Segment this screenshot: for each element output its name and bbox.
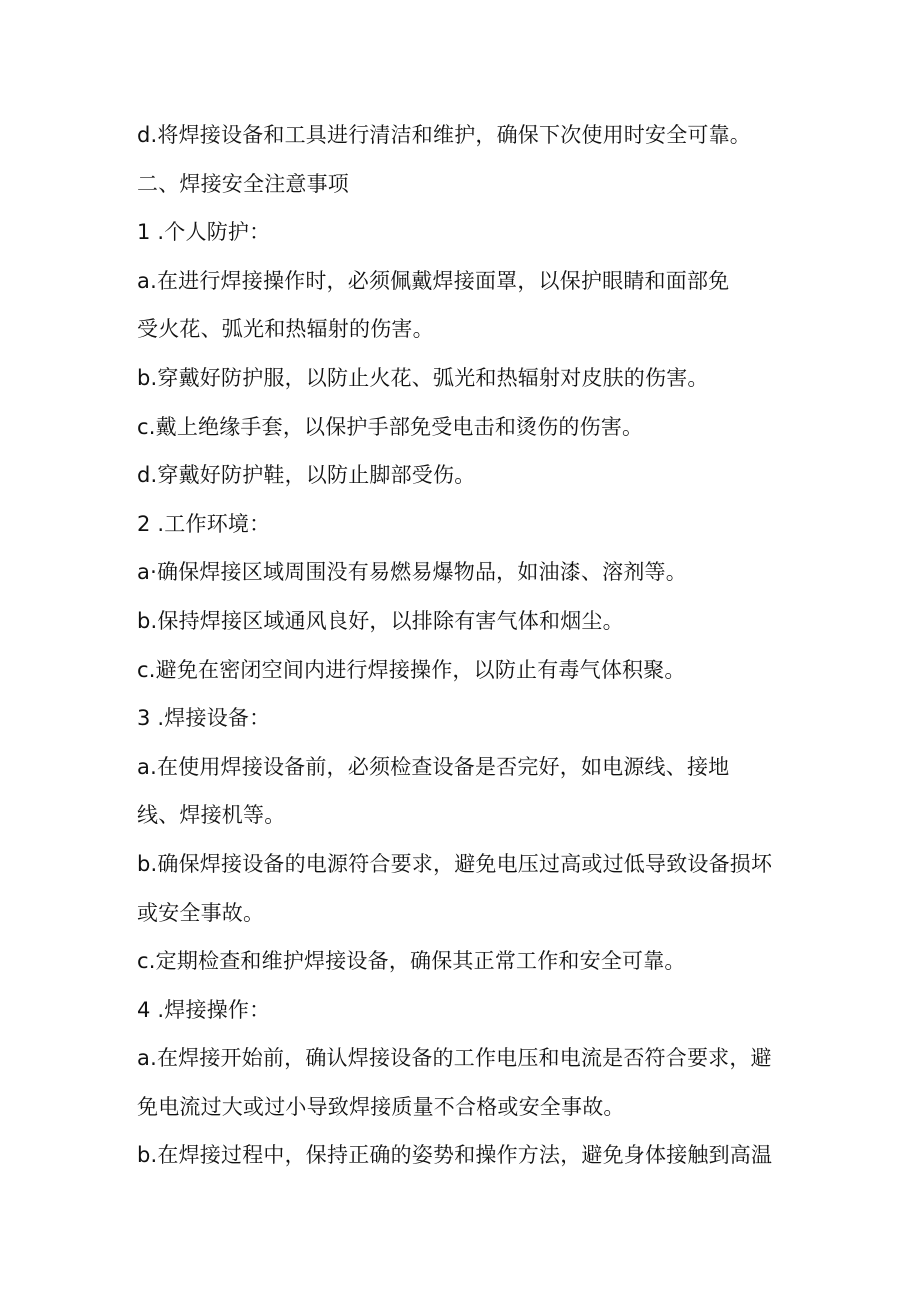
subsection-heading: 3 .焊接设备：: [137, 706, 271, 731]
subsection-heading: 2 .工作环境：: [137, 511, 271, 536]
paragraph-line: a.在进行焊接操作时，必须佩戴焊接面罩，以保护眼睛和面部免: [137, 268, 730, 293]
section-heading: 二、焊接安全注意事项: [137, 171, 349, 196]
paragraph-line: d.将焊接设备和工具进行清洁和维护，确保下次使用时安全可靠。: [137, 123, 752, 147]
paragraph-line: c.戴上绝缘手套，以保护手部免受电击和烫伤的伤害。: [137, 414, 644, 439]
paragraph-line: 受火花、弧光和热辐射的伤害。: [137, 317, 434, 342]
paragraph-line: 免电流过大或过小导致焊接质量不合格或安全事故。: [137, 1094, 625, 1119]
paragraph-line: c.避免在密闭空间内进行焊接操作，以防止有毒气体积聚。: [137, 657, 686, 682]
paragraph-line: 线、焊接机等。: [137, 803, 286, 828]
paragraph-line: b.穿戴好防护服，以防止火花、弧光和热辐射对皮肤的伤害。: [137, 365, 709, 390]
paragraph-line: 或安全事故。: [137, 900, 265, 925]
paragraph-line: b.确保焊接设备的电源符合要求，避免电压过高或过低导致设备损坏: [137, 851, 773, 876]
paragraph-line: a·确保焊接区域周围没有易燃易爆物品，如油漆、溶剂等。: [137, 560, 687, 585]
paragraph-line: b.在焊接过程中，保持正确的姿势和操作方法，避免身体接触到高温: [137, 1143, 773, 1168]
paragraph-line: d.穿戴好防护鞋，以防止脚部受伤。: [137, 463, 476, 488]
document-body: [137, 117, 797, 1186]
paragraph-line: a.在焊接开始前，确认焊接设备的工作电压和电流是否符合要求，避: [137, 1046, 772, 1071]
paragraph-line: a.在使用焊接设备前，必须检查设备是否完好，如电源线、接地: [137, 754, 730, 779]
subsection-heading: 4 .焊接操作：: [137, 997, 271, 1022]
paragraph-line: b.保持焊接区域通风良好，以排除有害气体和烟尘。: [137, 608, 624, 633]
subsection-heading: 1 .个人防护：: [137, 220, 271, 245]
paragraph-line: c.定期检查和维护焊接设备，确保其正常工作和安全可靠。: [137, 949, 686, 974]
